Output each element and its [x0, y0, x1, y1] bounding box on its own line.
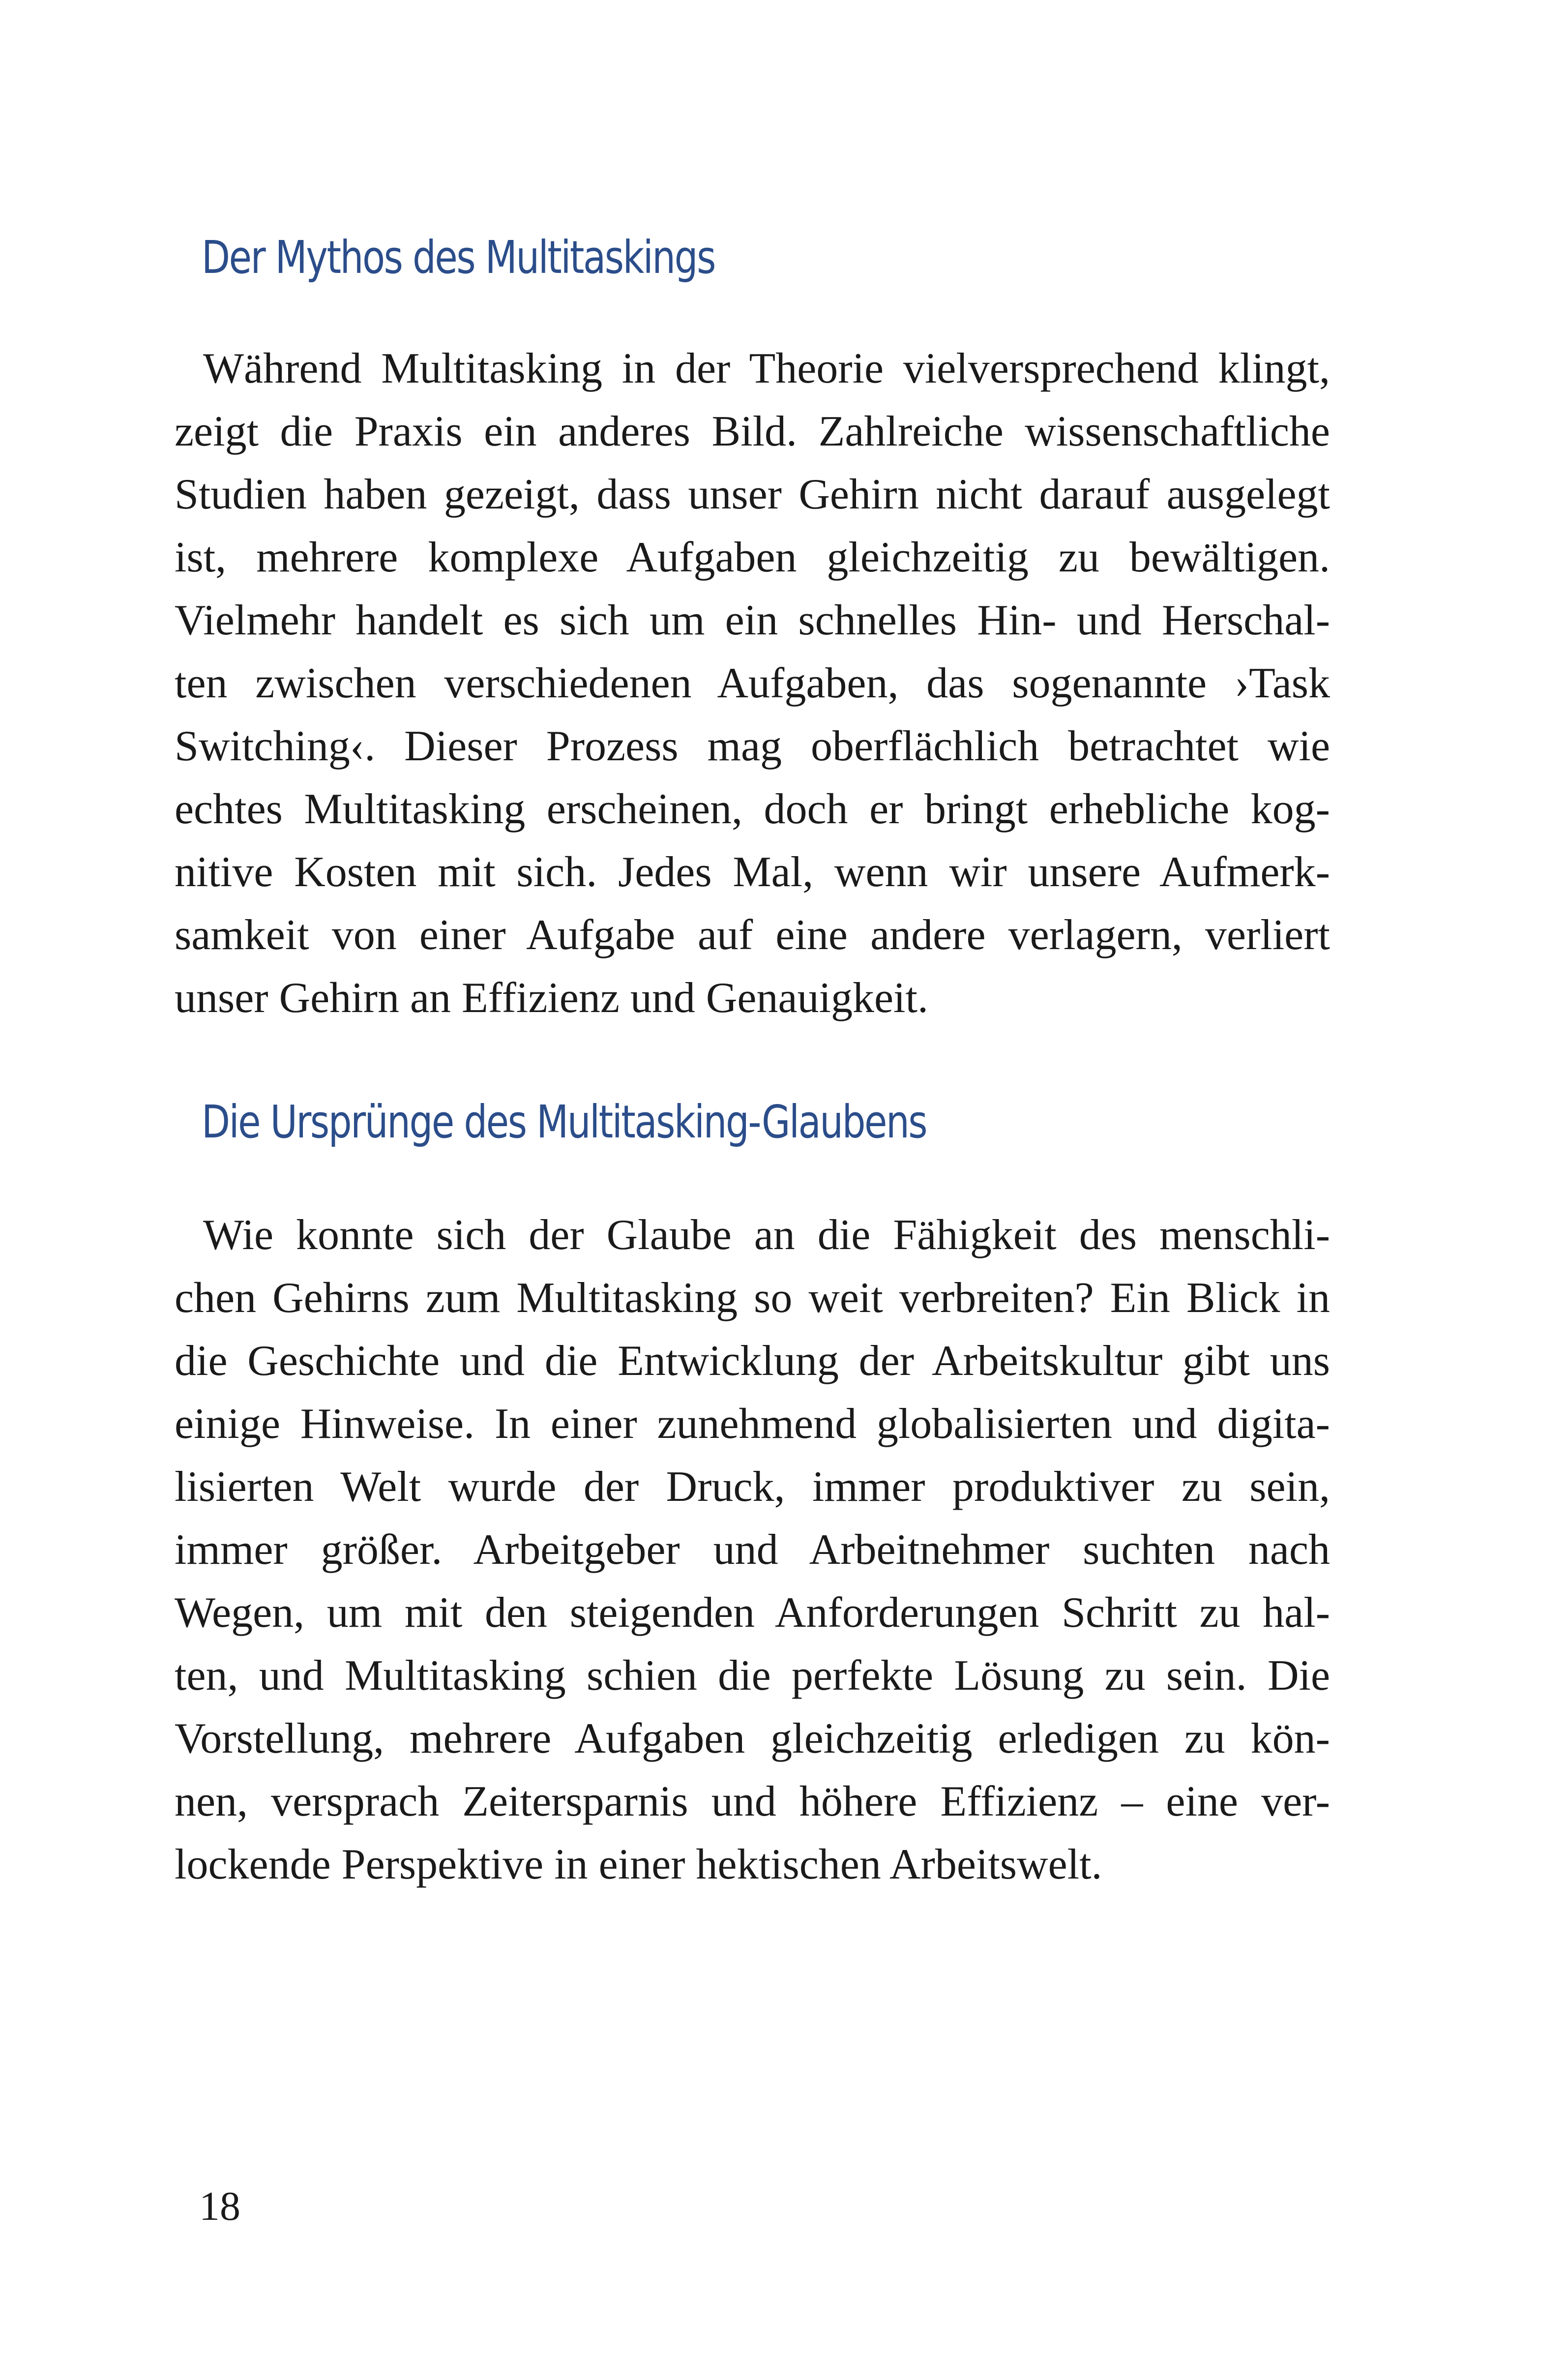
paragraph-line: einige Hinweise. In einer zunehmend globalisierten und digita-	[175, 1400, 1330, 1448]
paragraph-urspruenge	[175, 1204, 1330, 1896]
paragraph-line: lisierten Welt wurde der Druck, immer produktiver zu sein,	[175, 1463, 1330, 1511]
paragraph-line: ist, mehrere komplexe Aufgaben gleichzeitig zu bewältigen.	[175, 534, 1330, 581]
paragraph-mythos	[175, 337, 1330, 1030]
section-heading-urspruenge: Die Ursprünge des Multitasking-Glaubens	[202, 1096, 927, 1148]
paragraph-line: Wie konnte sich der Glaube an die Fähigkeit des menschli-	[203, 1211, 1330, 1259]
paragraph-line: die Geschichte und die Entwicklung der Arbeitskultur gibt uns	[175, 1337, 1330, 1385]
paragraph-line: samkeit von einer Aufgabe auf eine andere verlagern, verliert	[175, 911, 1330, 959]
paragraph-line: Vorstellung, mehrere Aufgaben gleichzeitig erledigen zu kön-	[175, 1715, 1330, 1762]
paragraph-line: Wegen, um mit den steigenden Anforderungen Schritt zu hal-	[175, 1589, 1330, 1637]
paragraph-line: lockende Perspektive in einer hektischen Arbeitswelt.	[175, 1841, 1102, 1888]
paragraph-line: echtes Multitasking erscheinen, doch er bringt erhebliche kog-	[175, 785, 1330, 833]
paragraph-line: zeigt die Praxis ein anderes Bild. Zahlreiche wissenschaftliche	[175, 408, 1330, 455]
paragraph-line: ten, und Multitasking schien die perfekte Lösung zu sein. Die	[175, 1652, 1330, 1700]
paragraph-line: immer größer. Arbeitgeber und Arbeitnehmer suchten nach	[175, 1526, 1330, 1574]
paragraph-line: Studien haben gezeigt, dass unser Gehirn nicht darauf ausgelegt	[175, 471, 1330, 518]
paragraph-line: chen Gehirns zum Multitasking so weit verbreiten? Ein Blick in	[175, 1274, 1330, 1322]
paragraph-line: Während Multitasking in der Theorie vielversprechend klingt,	[203, 345, 1330, 392]
paragraph-line: nen, versprach Zeitersparnis und höhere Effizienz – eine ver-	[175, 1778, 1330, 1825]
paragraph-line: Vielmehr handelt es sich um ein schnelles Hin- und Herschal-	[175, 597, 1330, 644]
paragraph-line: ten zwischen verschiedenen Aufgaben, das sogenannte ›Task	[175, 659, 1330, 707]
paragraph-line: unser Gehirn an Effizienz und Genauigkeit.	[175, 974, 928, 1022]
page-number: 18	[199, 2183, 240, 2229]
section-heading-mythos: Der Mythos des Multitaskings	[202, 231, 715, 284]
paragraph-line: nitive Kosten mit sich. Jedes Mal, wenn wir unsere Aufmerk-	[175, 848, 1330, 896]
paragraph-line: Switching‹. Dieser Prozess mag oberflächlich betrachtet wie	[175, 722, 1330, 770]
